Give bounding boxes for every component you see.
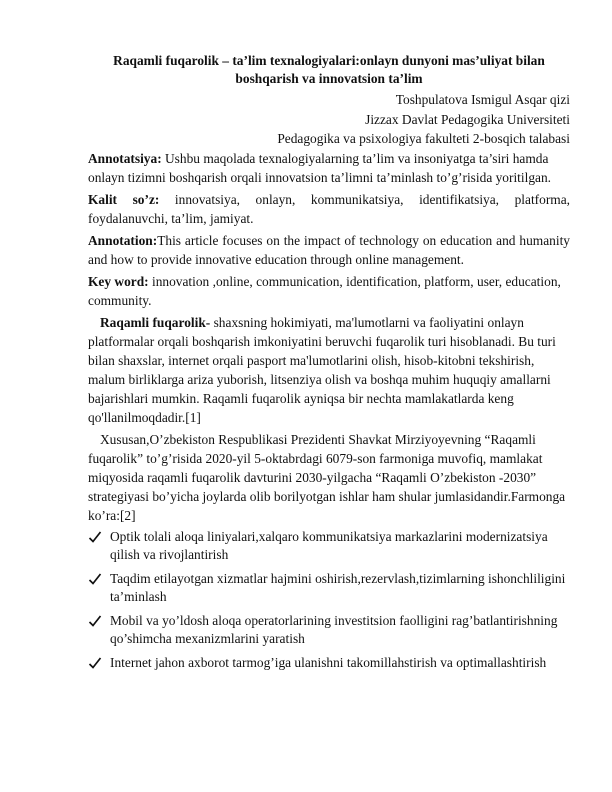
author-faculty: Pedagogika va psixologiya fakulteti 2-bosqich talabasi <box>277 131 570 146</box>
body-paragraph-2: Xususan,O’zbekiston Respublikasi Prezidenti Shavkat Mirziyoyevning “Raqamli fuqarolik” to’g’risida 2020-yil 5-oktabrdagi 6079-son farmoniga muvofiq, mamlakat miqyosida raqamli fuqarolik davturini 2030-yilgacha “Raqamli O’zbekiston -2030” strategiyasi bo’yicha joylarda olib borilyotgan ishlar ham shular jumlasidandir.Farmonga ko’ra:[2] <box>88 431 566 523</box>
bullet-text: Optik tolali aloqa liniyalari,xalqaro kommunikatsiya markazlarini modernizatsiya qilish va rivojlantirish <box>110 528 548 562</box>
annotatsiya-paragraph <box>88 149 570 187</box>
checkmark-icon <box>88 612 102 630</box>
checkmark-icon <box>88 654 102 672</box>
checkmark-icon <box>88 528 102 546</box>
bullet-list <box>88 528 570 673</box>
body-term-label: Raqamli fuqarolik- <box>100 314 211 330</box>
key-word-text: innovation ,online, communication, identification, platform, user, education, community. <box>88 273 561 308</box>
body-paragraph-1-text: shaxsning hokimiyati, ma'lumotlarni va faoliyatini onlayn platformalar orqali boshqarish imkoniyatini beruvchi fuqarolik turi hisoblanadi. Bu turi bilan shaxslar, internet orqali pasport ma'lumotlarini olish, hisob-kitobni tekshirish, malum birliklarga ariza yuborish, litsenziya olish va boshqa muhim huquqiy amallarni bajarishlari mumkin. Raqamli fuqarolik ayniqsa bir nechta mamlakatlarda keng qo'llanilmoqdadir.[1] <box>88 314 556 425</box>
bullet-text: Taqdim etilayotgan xizmatlar hajmini oshirish,rezervlash,tizimlarning ishonchliligini ta’minlash <box>110 570 566 604</box>
annotatsiya-label: Annotatsiya: <box>88 150 162 166</box>
kalit-soz-paragraph <box>88 190 570 228</box>
document-page <box>88 52 570 677</box>
key-word-label: Key word: <box>88 273 149 289</box>
bullet-text: Internet jahon axborot tarmog’iga ulanishni takomillahstirish va optimallashtirish <box>110 654 547 670</box>
annotation-text: This article focuses on the impact of technology on education and humanity and how to provide innovative education through online management. <box>88 232 570 267</box>
annotation-label: Annotation: <box>88 232 158 248</box>
author-name: Toshpulatova Ismigul Asqar qizi <box>395 92 570 107</box>
list-item <box>88 612 570 649</box>
kalit-soz-text: innovatsiya, onlayn, kommunikatsiya, identifikatsiya, platforma, foydalanuvchi, ta’lim, jamiyat. <box>88 191 570 226</box>
checkmark-icon <box>88 570 102 588</box>
annotation-paragraph <box>88 231 570 269</box>
list-item <box>88 654 570 673</box>
bullet-text: Mobil va yo’ldosh aloqa operatorlarining investitsion faolligini rag’batlantirishning qo’shimcha mexanizmlarini yaratish <box>110 612 558 646</box>
key-word-paragraph <box>88 272 570 310</box>
kalit-soz-label: Kalit so’z: <box>88 191 160 207</box>
list-item <box>88 528 570 565</box>
list-item <box>88 570 570 607</box>
annotatsiya-text: Ushbu maqolada texnalogiyalarning ta’lim va insoniyatga ta’siri hamda onlayn tizimni boshqarish orqali innovatsion ta’limni ta’minlash to’g’risida yoritilgan. <box>88 150 552 185</box>
body-paragraph-1 <box>88 313 570 427</box>
author-university: Jizzax Davlat Pedagogika Universiteti <box>365 111 570 127</box>
paper-title: Raqamli fuqarolik – ta’lim texnalogiyalari:onlayn dunyoni mas’uliyat bilan boshqarish va innovatsion ta’lim <box>113 53 545 86</box>
